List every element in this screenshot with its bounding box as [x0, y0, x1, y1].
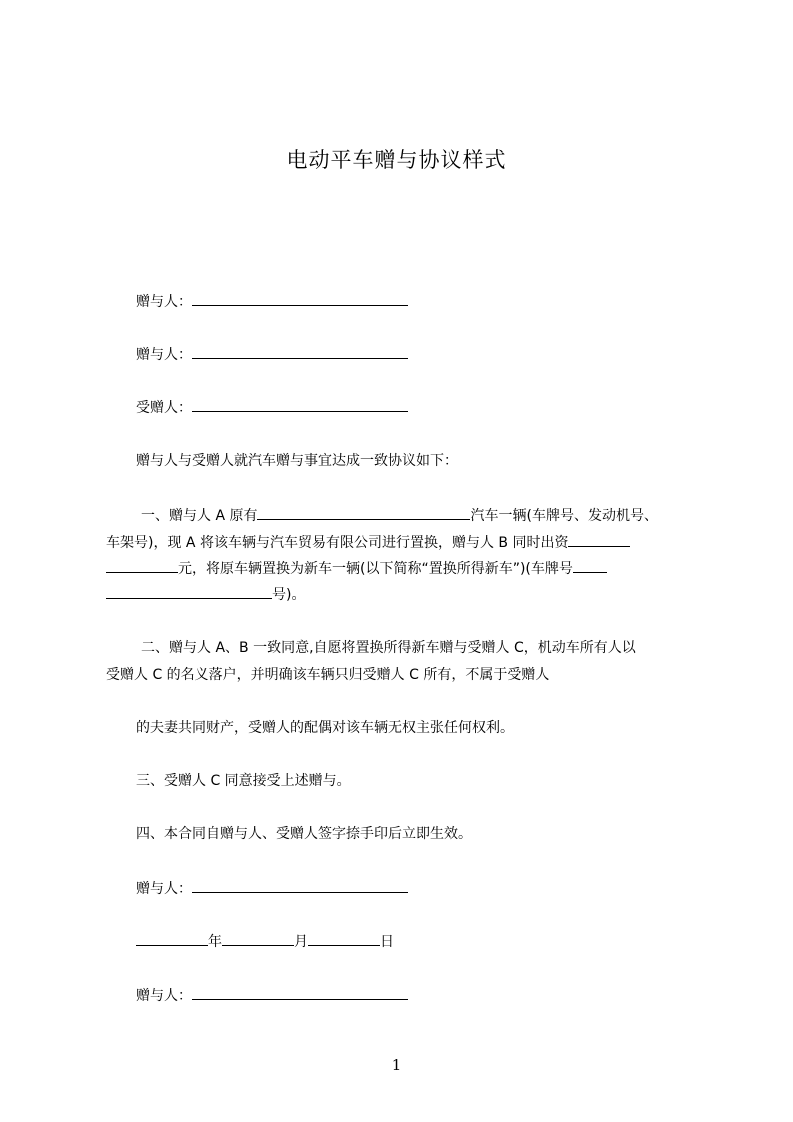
- date-line: [136, 932, 394, 951]
- donor-line-2: [136, 345, 408, 364]
- donor-blank-1: [192, 292, 408, 306]
- clause-1-line-1: [141, 506, 658, 525]
- donor-label-1: 赠与人：: [136, 294, 192, 310]
- signature-label-2: 赠与人：: [136, 988, 192, 1004]
- donor-blank-2: [192, 345, 408, 359]
- clause-1-text-e: 号)。: [272, 587, 306, 603]
- clause-1-text-c: 车架号)，现 A 将该车辆与汽车贸易有限公司进行置换，赠与人 B 同时出资: [106, 535, 569, 551]
- plate-blank-b: [106, 585, 272, 599]
- intro-paragraph: 赠与人与受赠人就汽车赠与事宜达成一致协议如下：: [136, 453, 458, 469]
- date-day: 日: [380, 934, 394, 950]
- clause-2-line-1: 二、赠与人 A、B 一致同意,自愿将置换所得新车赠与受赠人 C，机动车所有人以: [141, 640, 636, 656]
- signature-blank-1: [192, 879, 408, 893]
- signature-line-2: [136, 986, 408, 1005]
- clause-2-line-2: 受赠人 C 的名义落户，并明确该车辆只归受赠人 C 所有，不属于受赠人: [106, 667, 550, 683]
- clause-2-line-3: 的夫妻共同财产，受赠人的配偶对该车辆无权主张任何权利。: [136, 720, 514, 736]
- payment-blank-b: [106, 559, 178, 573]
- day-blank: [308, 932, 380, 946]
- clause-4: 四、本合同自赠与人、受赠人签字捺手印后立即生效。: [136, 826, 472, 842]
- plate-blank-a: [573, 559, 607, 573]
- document-title: 电动平车赠与协议样式: [286, 148, 507, 172]
- date-year: 年: [208, 934, 222, 950]
- recipient-blank: [192, 398, 408, 412]
- clause-1-text-d: 元，将原车辆置换为新车一辆(以下简称“置换所得新车”)(车牌号: [178, 561, 573, 577]
- clause-1-text-a: 一、赠与人 A 原有: [141, 508, 258, 524]
- donor-line-1: [136, 292, 408, 311]
- year-blank: [136, 932, 208, 946]
- payment-blank-a: [568, 533, 630, 547]
- clause-1-line-3: [106, 559, 607, 578]
- recipient-label: 受赠人：: [136, 400, 192, 416]
- month-blank: [222, 932, 294, 946]
- signature-line-1: [136, 879, 408, 898]
- donor-label-2: 赠与人：: [136, 347, 192, 363]
- signature-label-1: 赠与人：: [136, 881, 192, 897]
- original-car-blank: [257, 506, 470, 520]
- date-month: 月: [294, 934, 308, 950]
- clause-1-line-2: [106, 533, 630, 552]
- page-number: 1: [391, 1056, 402, 1074]
- clause-3: 三、受赠人 C 同意接受上述赠与。: [136, 773, 351, 789]
- recipient-line: [136, 398, 408, 417]
- signature-blank-2: [192, 986, 408, 1000]
- clause-1-line-4: [106, 585, 305, 604]
- clause-1-text-b: 汽车一辆(车牌号、发动机号、: [470, 508, 658, 524]
